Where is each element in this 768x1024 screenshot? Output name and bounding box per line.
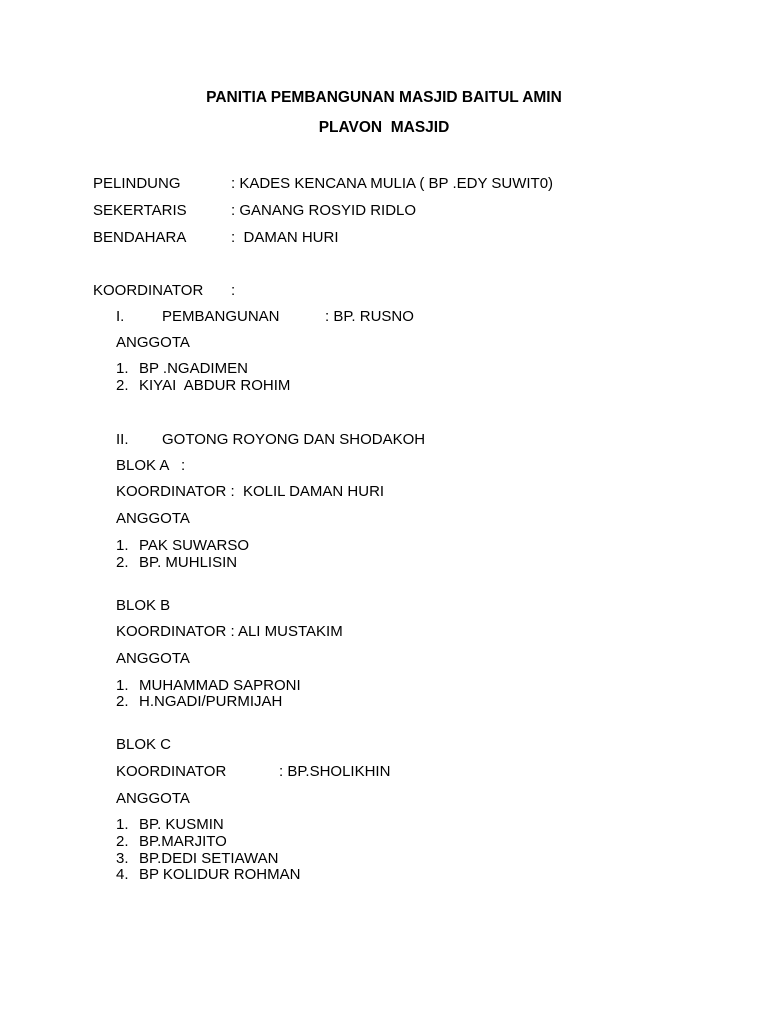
blok-c-koordinator-label: KOORDINATOR	[116, 763, 227, 780]
section1-numeral: I.	[116, 308, 125, 325]
list-item-name: BP. KUSMIN	[139, 816, 224, 833]
list-item-name: PAK SUWARSO	[139, 537, 250, 554]
officer-label-sekertaris: SEKERTARIS	[93, 202, 187, 219]
blok-b-anggota-label: ANGGOTA	[116, 650, 190, 667]
officer-value-sekertaris: : GANANG ROSYID RIDLO	[231, 202, 417, 219]
blok-c-koordinator-value: : BP.SHOLIKHIN	[279, 763, 391, 780]
section1-value: : BP. RUSNO	[325, 308, 414, 325]
list-item-number: 1.	[116, 360, 129, 377]
list-item-name: BP. MUHLISIN	[139, 554, 238, 571]
blok-a-anggota-label: ANGGOTA	[116, 510, 190, 527]
list-item-number: 3.	[116, 850, 129, 867]
list-item-name: BP KOLIDUR ROHMAN	[139, 866, 301, 883]
section1-name: PEMBANGUNAN	[162, 308, 280, 325]
list-item-name: H.NGADI/PURMIJAH	[139, 693, 283, 710]
list-item-name: MUHAMMAD SAPRONI	[139, 677, 301, 694]
list-item-name: KIYAI ABDUR ROHIM	[139, 377, 291, 394]
list-item-number: 4.	[116, 866, 129, 883]
officer-value-bendahara: : DAMAN HURI	[231, 229, 339, 246]
officer-label-pelindung: PELINDUNG	[93, 175, 181, 192]
document-subtitle: PLAVON MASJID	[318, 119, 450, 136]
officer-value-pelindung: : KADES KENCANA MULIA ( BP .EDY SUWIT0)	[231, 175, 554, 192]
list-item-name: BP.DEDI SETIAWAN	[139, 850, 279, 867]
blok-c-anggota-label: ANGGOTA	[116, 790, 190, 807]
section2-numeral: II.	[116, 431, 129, 448]
list-item-number: 1.	[116, 537, 129, 554]
officer-label-bendahara: BENDAHARA	[93, 229, 187, 246]
section2-name: GOTONG ROYONG DAN SHODAKOH	[162, 431, 426, 448]
blok-a-label: BLOK A :	[116, 457, 186, 474]
document-title: PANITIA PEMBANGUNAN MASJID BAITUL AMIN	[206, 89, 562, 106]
list-item-name: BP.MARJITO	[139, 833, 227, 850]
list-item-number: 2.	[116, 693, 129, 710]
list-item-number: 2.	[116, 833, 129, 850]
list-item-number: 1.	[116, 816, 129, 833]
section1-anggota-label: ANGGOTA	[116, 334, 190, 351]
blok-c-label: BLOK C	[116, 736, 172, 753]
blok-b-koordinator: KOORDINATOR : ALI MUSTAKIM	[116, 623, 343, 640]
koordinator-heading: KOORDINATOR	[93, 282, 204, 299]
list-item-number: 1.	[116, 677, 129, 694]
list-item-name: BP .NGADIMEN	[139, 360, 248, 377]
list-item-number: 2.	[116, 377, 129, 394]
blok-b-label: BLOK B	[116, 597, 171, 614]
koordinator-colon: :	[231, 282, 236, 299]
list-item-number: 2.	[116, 554, 129, 571]
blok-a-koordinator: KOORDINATOR : KOLIL DAMAN HURI	[116, 483, 385, 500]
